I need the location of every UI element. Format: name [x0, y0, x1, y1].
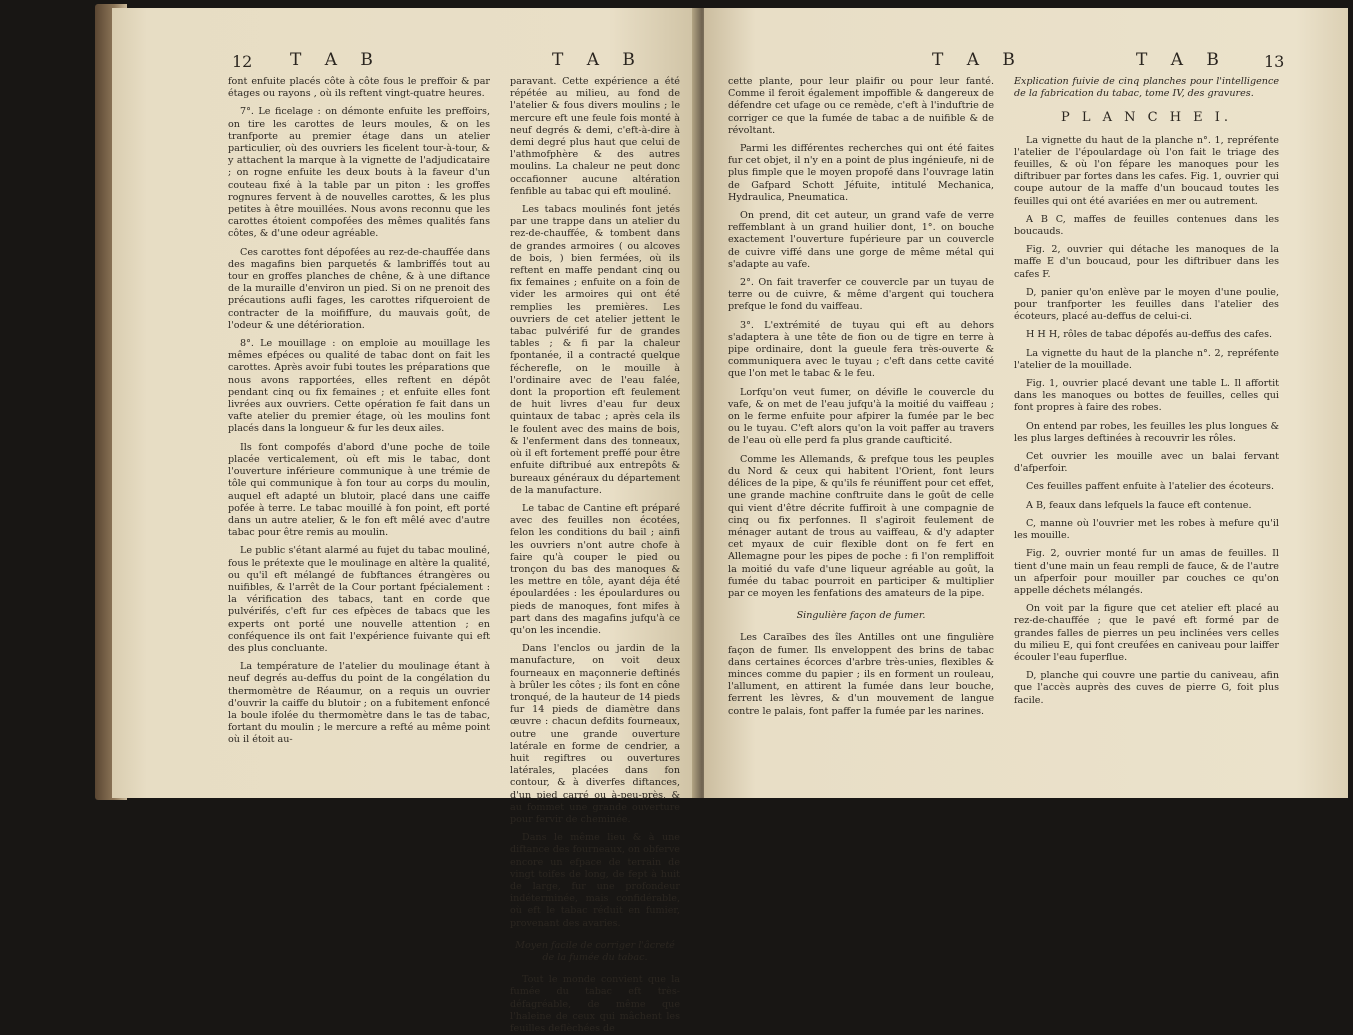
paragraph: A B C, maffes de feuilles contenues dans les boucauds.	[1014, 213, 1279, 238]
paragraph: Ces carottes font dépofées au rez-de-chauffée dans des magafins bien parquetés & lambriffés tout au tour en groffes planches de chêne, & à une diftance de la muraille d'environ un pied. Si on ne prenoit des précautions aufli fages, les carottes rifqueroient de contracter de la moififfure, du mauvais goût, de l'odeur & une détérioration.	[228, 246, 490, 331]
paragraph: Le tabac de Cantine eft préparé avec des feuilles non écotées, felon les conditions du bail ; ainfi les ouvriers n'ont autre chofe à faire qu'à couper le pied ou tronçon du bas des manoques & les mettre en tôle, ayant déja été époulardées : les époulardures ou pieds de manoques, font mifes à part dans des magafins jufqu'à ce qu'on les incendie.	[510, 502, 680, 636]
left-page	[112, 8, 697, 1035]
paragraph: paravant. Cette expérience a été répétée au milieu, au fond de l'atelier & fous divers moulins ; le mercure eft une feule fois monté à neuf degrés & demi, c'eft-à-dire à demi degré plus haut que celui de l'athmofphère & des autres moulins. La chaleur ne peut donc occafionner aucune altération fenfible au tabac qui eft mouliné.	[510, 76, 680, 197]
paragraph: On entend par robes, les feuilles les plus longues & les plus larges deftinées à recouvrir les rôles.	[1014, 420, 1279, 444]
paragraph: D, panier qu'on enlève par le moyen d'une poulie, pour tranfporter les feuilles dans l'atelier des écoteurs, placé au-deffus de celui-ci.	[1014, 286, 1279, 323]
paragraph: On prend, dit cet auteur, un grand vafe de verre reffemblant à un grand huilier dont, 1°. on bouche exactement l'ouverture fupérieure par un couvercle de cuivre viffé dans une gorge de même métal qui s'adapte au vafe.	[728, 210, 994, 270]
paragraph: Les tabacs moulinés font jetés par une trappe dans un atelier du rez-de-chauffée, & tombent dans de grandes armoires ( ou alcoves de bois, ) bien fermées, où ils reftent en maffe pendant cinq ou fix femaines ; enfuite on a foin de vider les armoires qui ont été remplies les premières. Les ouvriers de cet atelier jettent le tabac pulvérifé fur de grandes tables ; & fi par la chaleur fpontanée, il a contracté quelque fécherefle, on le mouille à l'ordinaire avec de l'eau falée, dont la proportion eft feulement de huit livres d'eau fur deux quintaux de tabac ; après cela ils le foulent avec des mains de bois, & l'enferment dans des tonneaux, où il eft fortement preffé pour être enfuite diftribué aux entrepôts & bureaux généraux du département de la manufacture.	[510, 204, 680, 496]
paragraph: Les Caraïbes des îles Antilles ont une fingulière façon de fumer. Ils enveloppent des brins de tabac dans certaines écorces d'arbre très-unies, flexibles & minces comme du papier ; ils en forment un rouleau, l'allument, en attirent la fumée dans leur bouche, ferrent les lèvres, & d'un mouvement de langue contre le palais, font paffer la fumée par les narines.	[728, 632, 994, 717]
section-heading: Singulière façon de fumer.	[796, 610, 926, 622]
paragraph: Fig. 2, ouvrier monté fur un amas de feuilles. Il tient d'une main un feau rempli de fauce, & de l'autre un afperfoir pour mouiller par couches ce qu'on appelle déchets mélangés.	[1014, 548, 1279, 596]
right-column-1	[728, 76, 994, 816]
left-column-2	[510, 76, 680, 1035]
paragraph: Tout le monde convient que la fumée du tabac eft très-défagréable, de même que l'haleine de ceux qui mâchent les feuilles deflèchées de	[510, 974, 680, 1035]
paragraph: On voit par la figure que cet atelier eft placé au rez-de-chauffée ; que le pavé eft formé par de grandes falles de pierres un peu inclinées vers celles du milieu E, qui font creufées en caniveau pour laiffer écouler l'eau fuperflue.	[1014, 603, 1279, 663]
paragraph: font enfuite placés côte à côte fous le preffoir & par étages ou rayons , où ils reftent vingt-quatre heures.	[228, 76, 490, 100]
paragraph: Parmi les différentes recherches qui ont été faites fur cet objet, il n'y en a point de plus ingénieufe, ni de plus fimple que le moyen propofé dans l'ouvrage latin de Gafpard Schott Jéfuite, intitulé Mechanica, Hydraulica, Pneumatica.	[728, 143, 994, 203]
right-page	[704, 8, 1348, 798]
paragraph: Ils font compofés d'abord d'une poche de toile placée verticalement, où eft mis le tabac, dont l'ouverture inférieure communique à une trémie de tôle qui communique à fon tour au corps du moulin, auquel eft adapté un blutoir, placé dans une caiffe pofée à terre. Le tabac mouillé à fon point, eft porté dans un autre atelier, & le fon eft mêlé avec d'autre tabac pour être remis au moulin.	[228, 441, 490, 539]
book-spread	[112, 8, 1348, 1035]
paragraph: Lorfqu'on veut fumer, on dévifle le couvercle du vafe, & on met de l'eau jufqu'à la moitié du vaiffeau ; on le ferme enfuite pour afpirer la fumée par le bec ou le tuyau. C'eft alors qu'on la voit paffer au travers de l'eau où elle perd fa plus grande caufticité.	[728, 386, 994, 447]
paragraph: Ces feuilles paffent enfuite à l'atelier des écoteurs.	[1026, 481, 1274, 493]
plate-heading: P L A N C H E I.	[1060, 110, 1233, 126]
paragraph: La vignette du haut de la planche n°. 2, repréfente l'atelier de la mouillade.	[1014, 347, 1279, 371]
paragraph: La température de l'atelier du moulinage étant à neuf degrés au-deffus du point de la congélation du thermomètre de Réaumur, on a requis un ouvrier d'ouvrir la caiffe du blutoir ; on a fubitement enfoncé la boule ifolée du thermomètre dans le tas de tabac, fortant du moulin ; le mercure a refté au même point où il étoit au-	[228, 661, 490, 746]
page-number-left: 12	[232, 52, 253, 71]
paragraph: Cet ouvrier les mouille avec un balai fervant d'afperfoir.	[1014, 451, 1279, 475]
running-header-right-2: T A B	[1136, 50, 1228, 70]
paragraph: Dans le même lieu & à une diftance des fourneaux, on obferve encore un efpace de terrain de vingt toifes de long, de fept à huit de large, fur une profondeur indéterminée, mais confidérable, où eft le tabac réduit en fumier, provenant des avaries.	[510, 832, 680, 929]
paragraph: H H H, rôles de tabac dépofés au-deffus des cafes.	[1026, 329, 1273, 341]
paragraph: 7°. Le ficelage : on démonte enfuite les preffoirs, on tire les carottes de leurs moules, & on les tranfporte au premier étage dans un atelier particulier, où des ouvriers les ficelent tour-à-tour, & y attachent la marque à la vignette de l'adjudicataire ; on rogne enfuite les deux bouts à la faveur d'un couteau fixé à la table par un piton : les groffes rognures fervent à de nouvelles carottes, & les plus petites à être mouillées. Nous avons reconnu que les carottes étoient compofées des mêmes qualités fans côtes, & d'une odeur agréable.	[228, 106, 490, 240]
paragraph: Dans l'enclos ou jardin de la manufacture, on voit deux fourneaux en maçonnerie deftinés à brûler les côtes ; ils font en cône tronqué, de la hauteur de 14 pieds fur 14 pieds de diamètre dans œuvre : chacun defdits fourneaux, outre une grande ouverture latérale en forme de cendrier, a huit regiftres ou ouvertures latérales, placées dans fon contour, & à diverfes diftances, d'un pied carré ou à-peu-près, & au fommet une grande ouverture pour fervir de cheminée.	[510, 643, 680, 825]
right-column-2	[1014, 76, 1279, 816]
paragraph: La vignette du haut de la planche n°. 1, repréfente l'atelier de l'époulardage où l'on fait le triage des feuilles, & où l'on fépare les manoques pour les diftribuer par fortes dans les cafes. Fig. 1, ouvrier qui coupe autour de la maffe d'un boucaud toutes les feuilles qui ont été avariées en mer ou autrement.	[1014, 134, 1279, 207]
paragraph: Fig. 2, ouvrier qui détache les manoques de la maffe E d'un boucaud, pour les diftribuer dans les cafes F.	[1014, 244, 1279, 280]
section-heading: Moyen facile de corriger l'âcreté de la fumée du tabac.	[515, 939, 675, 964]
paragraph: Fig. 1, ouvrier placé devant une table L. Il affortit dans les manoques ou bottes de feuilles, celles qui font propres à faire des robes.	[1014, 378, 1279, 414]
running-header-left-2: T A B	[552, 50, 644, 70]
paragraph: cette plante, pour leur plaifir ou pour leur fanté. Comme il feroit également impoffible & dangereux de défendre cet ufage ou ce remède, c'eft à l'induftrie de corriger ce que la fumée de tabac a de nuifible & de révoltant.	[728, 76, 994, 136]
paragraph: D, planche qui couvre une partie du caniveau, afin que l'accès auprès des cuves de pierre G, foit plus facile.	[1014, 670, 1279, 706]
running-header-left-1: T A B	[290, 50, 382, 70]
paragraph: Comme les Allemands, & prefque tous les peuples du Nord & ceux qui habitent l'Orient, font leurs délices de la pipe, & qu'ils fe réuniffent pour cet effet, une grande machine conftruite dans le goût de celle qui vient d'être décrite fuffiroit à une compagnie de cinq ou fix perfonnes. Il s'agiroit feulement de ménager autant de trous au vaiffeau, & d'y adapter cet myaux de cuir flexible dont on fe fert en Allemagne pour les pipes de poche : fi l'on rempliffoit la moitié du vafe d'une liqueur agréable au goût, la fumée du tabac pourroit en participer & multiplier par ce moyen les fenfations des amateurs de la pipe.	[728, 453, 994, 599]
plate-explanation-intro: Explication fuivie de cinq planches pour l'intelligence de la fabrication du tabac, tome IV, des gravures.	[1014, 76, 1279, 100]
paragraph: 3°. L'extrémité de tuyau qui eft au dehors s'adaptera à une tête de fion ou de tigre en terre à pipe ordinaire, dont la gueule fera très-ouverte & communiquera avec le tuyau ; c'eft dans cette cavité que l'on met le tabac & le feu.	[728, 319, 994, 380]
paragraph: 8°. Le mouillage : on emploie au mouillage les mêmes efpéces ou qualité de tabac dont on fait les carottes. Après avoir fubi toutes les préparations que nous avons rapportées, elles reftent en dépôt pendant cinq ou fix femaines ; et enfuite elles font livrées aux ouvriers. Cette opération fe fait dans un vafte atelier du premier étage, où les moulins font placés dans la longueur & fur les deux ailes.	[228, 338, 490, 435]
page-number-right: 13	[1264, 52, 1285, 71]
left-column-1	[228, 76, 490, 816]
paragraph: Le public s'étant alarmé au fujet du tabac mouliné, fous le prétexte que le moulinage en altère la qualité, ou qu'il eft mélangé de fubftances étrangères ou nuifibles, & l'arrêt de la Cour portant fpécialement : la vérification des tabacs, tant en corde que pulvérifés, c'eft fur ces efpèces de tabacs que les experts ont porté une nouvelle attention ; en conféquence ils ont fait l'expérience fuivante qui eft des plus concluante.	[228, 545, 490, 654]
paragraph: 2°. On fait traverfer ce couvercle par un tuyau de terre ou de cuivre, & même d'argent qui touchera prefque le fond du vaiffeau.	[728, 277, 994, 313]
paragraph: C, manne où l'ouvrier met les robes à mefure qu'il les mouille.	[1014, 517, 1279, 542]
running-header-right-1: T A B	[932, 50, 1024, 70]
paragraph: A B, feaux dans lefquels la fauce eft contenue.	[1026, 499, 1252, 511]
